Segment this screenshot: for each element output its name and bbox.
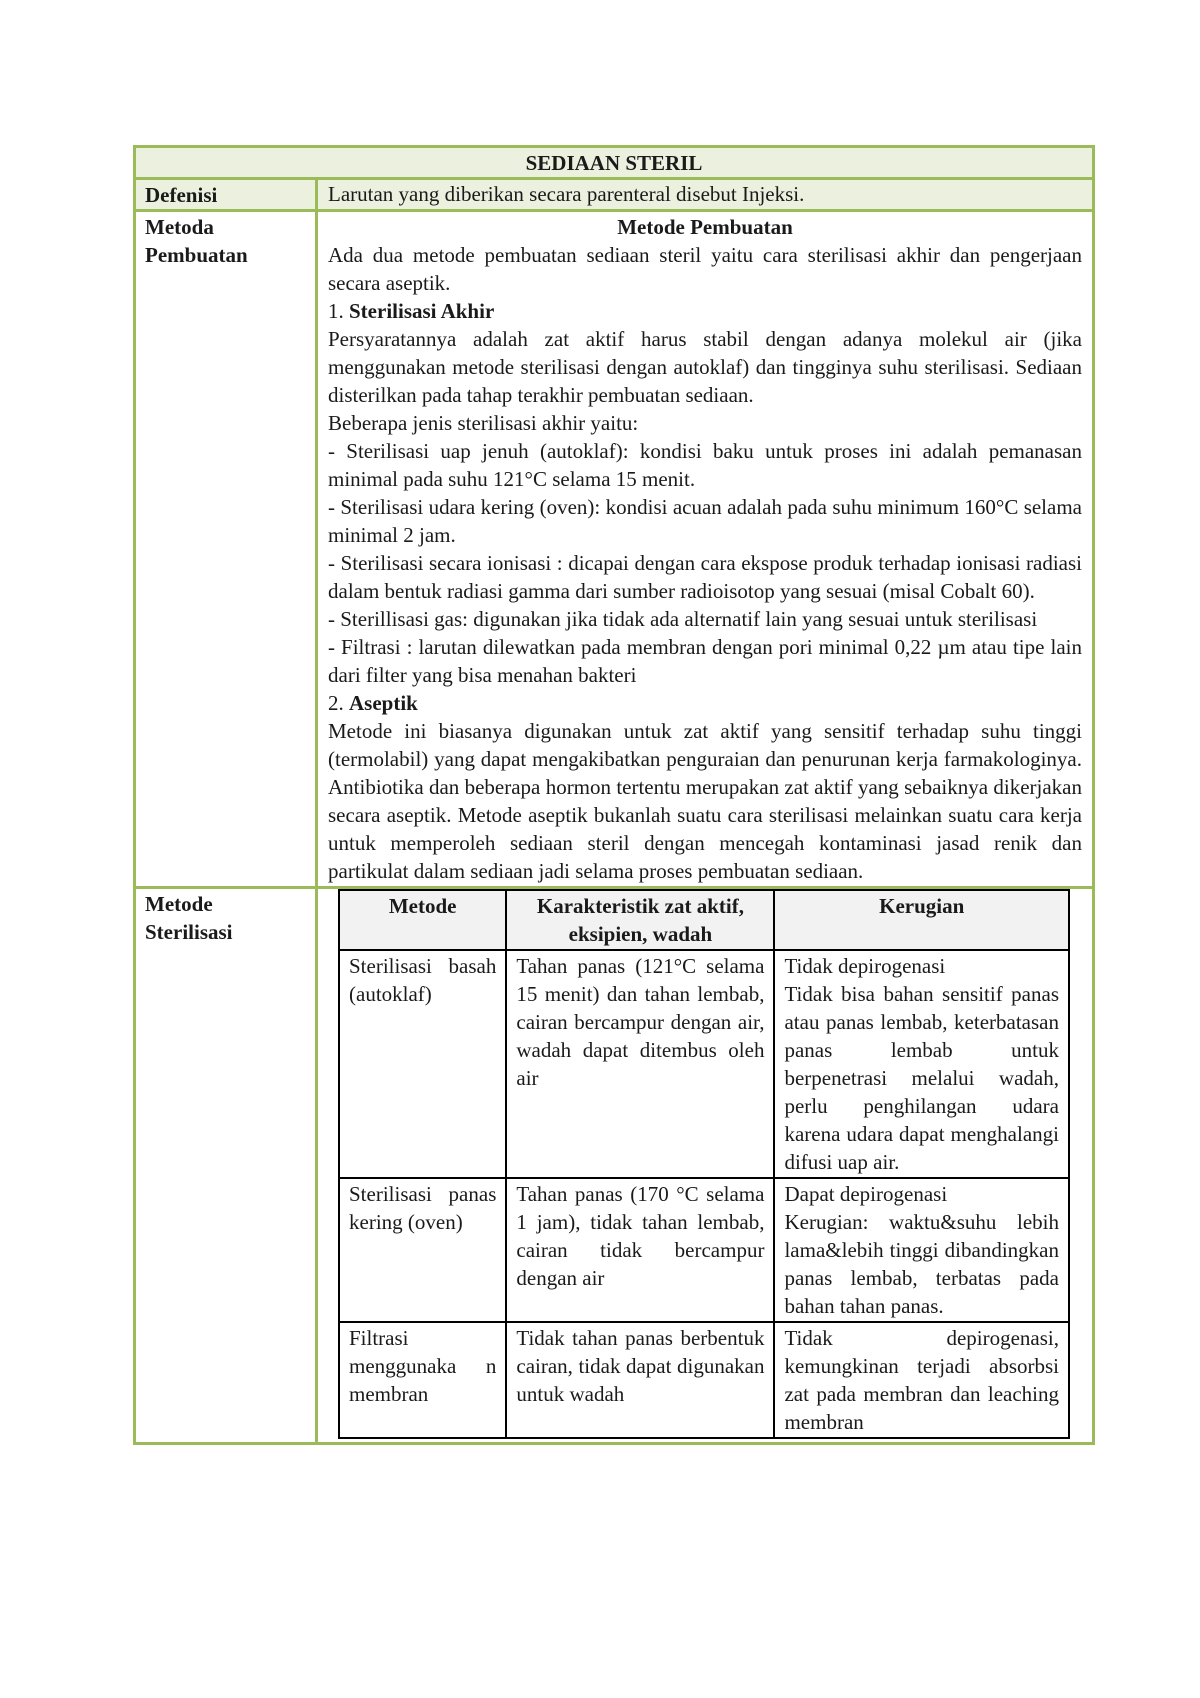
paragraph: Persyaratannya adalah zat aktif harus stabil dengan adanya molekul air (jika menggunakan metode sterilisasi dengan autoklaf) dan tingginya suhu sterilisasi. Sediaan disterilkan pada tahap terakhir pembuatan sediaan. [328,327,1082,407]
row-metoda-pembuatan [136,209,1092,886]
subsection-heading-2 [328,689,1082,717]
label-line: Metoda [145,215,214,239]
kerugian-line: Tidak depirogenasi [784,954,946,978]
table-header-row [339,890,1069,950]
subsection-heading-1 [328,297,1082,325]
list-item: - Sterillisasi gas: digunakan jika tidak ada alternatif lain yang sesuai untuk sterilisasi [328,607,1038,631]
list-item: - Sterilisasi udara kering (oven): kondisi acuan adalah pada suhu minimum 160°C selama minimal 2 jam. [328,495,1082,547]
cell-metode: Sterilisasi panas kering (oven) [339,1178,506,1322]
label-line: Sterilisasi [145,920,233,944]
label-line: Metode [145,892,213,916]
kerugian-line: Tidak bisa bahan sensitif panas atau panas lembab, keterbatasan panas lembab untuk berpenetrasi melalui wadah, perlu penghilangan udara karena udara dapat menghalangi difusi uap air. [784,982,1059,1174]
paragraph: Metode ini biasanya digunakan untuk zat aktif yang sensitif terhadap suhu tinggi (termolabil) yang dapat mengakibatkan penguraian dan penurunan kerja farmakologinya. Antibiotika dan beberapa hormon tertentu merupakan zat aktif yang sebaiknya dikerjakan secara aseptik. Metode aseptik bukanlah suatu cara sterilisasi melainkan suatu cara kerja untuk memperoleh sediaan steril dengan mencegah kontaminasi jasad renik dan partikulat dalam sediaan jadi selama proses pembuatan sediaan. [328,719,1082,883]
intro-paragraph: Ada dua metode pembuatan sediaan steril yaitu cara sterilisasi akhir dan pengerjaan secara aseptik. [328,243,1082,295]
sterilization-table [338,889,1070,1439]
table-title-row [136,148,1092,177]
table-row [339,1178,1069,1322]
cell-karakteristik: Tidak tahan panas berbentuk cairan, tidak dapat digunakan untuk wadah [506,1322,774,1438]
list-item: - Sterilisasi secara ionisasi : dicapai dengan cara ekspose produk terhadap ionisasi radiasi dalam bentuk radiasi gamma dari sumber radioisotop yang sesuai (misal Cobalt 60). [328,551,1082,603]
column-header: Karakteristik zat aktif, eksipien, wadah [506,890,774,950]
cell-kerugian [774,1178,1069,1322]
subsection-number: 1. [328,299,349,323]
content-metoda-pembuatan [318,212,1092,886]
cell-karakteristik: Tahan panas (170 °C selama 1 jam), tidak tahan lembab, cairan tidak bercampur dengan air [506,1178,774,1322]
kerugian-line: Dapat depirogenasi [784,1182,948,1206]
cell-metode: Sterilisasi basah (autoklaf) [339,950,506,1178]
table-title: SEDIAAN STERIL [525,151,703,175]
label-metoda-pembuatan [136,212,318,886]
label-line: Pembuatan [145,243,248,267]
list-intro: Beberapa jenis sterilisasi akhir yaitu: [328,411,639,435]
label-metode-sterilisasi [136,889,318,1442]
subsection-title: Aseptik [349,691,418,715]
column-header: Metode [339,890,506,950]
cell-kerugian [774,950,1069,1178]
kerugian-line: Tidak depirogenasi, kemungkinan terjadi absorbsi zat pada membran dan leaching membran [784,1326,1059,1434]
kerugian-line: Kerugian: waktu&suhu lebih lama&lebih tinggi dibandingkan panas lembab, terbatas pada bahan tahan panas. [784,1210,1059,1318]
table-row [339,950,1069,1178]
cell-kerugian [774,1322,1069,1438]
table-row [339,1322,1069,1438]
section-heading: Metode Pembuatan [617,215,793,239]
list-item: - Filtrasi : larutan dilewatkan pada membran dengan pori minimal 0,22 µm atau tipe lain dari filter yang bisa menahan bakteri [328,635,1082,687]
main-table [133,145,1095,1445]
subsection-title: Sterilisasi Akhir [349,299,495,323]
row-defenisi [136,177,1092,209]
subsection-number: 2. [328,691,349,715]
cell-metode: Filtrasi menggunaka n membran [339,1322,506,1438]
cell-karakteristik: Tahan panas (121°C selama 15 menit) dan tahan lembab, cairan bercampur dengan air, wadah dapat ditembus oleh air [506,950,774,1178]
row-metode-sterilisasi [136,886,1092,1442]
content-metode-sterilisasi [318,889,1092,1442]
label-defenisi: Defenisi [136,180,318,209]
list-item: - Sterilisasi uap jenuh (autoklaf): kondisi baku untuk proses ini adalah pemanasan minimal pada suhu 121°C selama 15 menit. [328,439,1082,491]
text-defenisi: Larutan yang diberikan secara parenteral disebut Injeksi. [328,182,805,206]
column-header: Kerugian [774,890,1069,950]
